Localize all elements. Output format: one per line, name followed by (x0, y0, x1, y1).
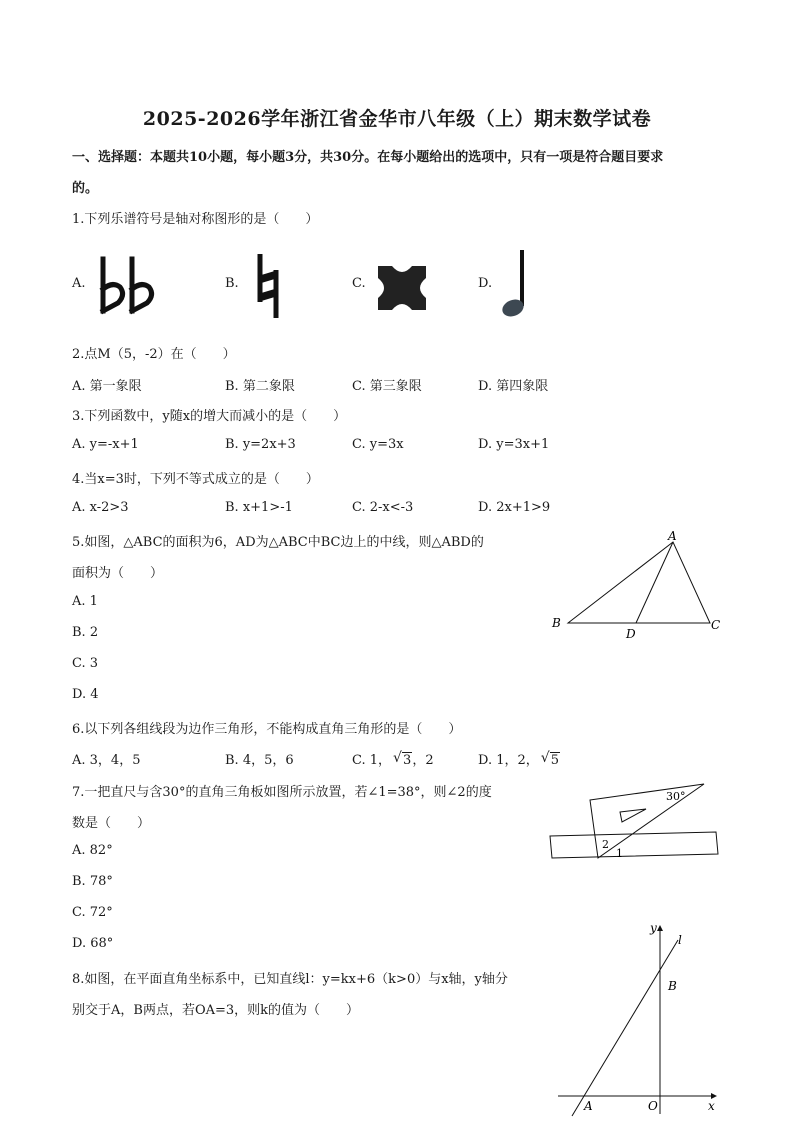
label-30-degree: 30° (666, 790, 686, 803)
double-flat-symbol-icon (96, 255, 162, 317)
q4-option-c: C. 2-x<-3 (352, 500, 414, 515)
q6-option-c (352, 749, 434, 768)
question-6-stem: 6.以下列各组线段为边作三角形，不能构成直角三角形的是（ ） (72, 722, 462, 737)
label-b: B (552, 616, 561, 630)
label-angle-1: 1 (616, 847, 623, 860)
q4-option-d: D. 2x+1>9 (478, 500, 551, 515)
q2-option-a: A. 第一象限 (72, 379, 142, 394)
q5-option-b: B. 2 (72, 625, 99, 640)
q6-option-d-text: D. 1，2， (478, 753, 539, 768)
ruler-triangle-figure (546, 778, 724, 864)
q3-option-a: A. y=-x+1 (72, 437, 139, 452)
page-title: 2025-2026学年浙江省金华市八年级（上）期末数学试卷 (142, 108, 652, 130)
natural-symbol-icon (254, 252, 284, 320)
triangle-abc-figure (548, 528, 728, 644)
q1-option-d-label: D. (478, 276, 493, 291)
q5-option-c: C. 3 (72, 656, 99, 671)
question-5-stem-cont: 面积为（ ） (72, 566, 164, 581)
label-l: l (678, 933, 682, 947)
q7-option-a: A. 82° (72, 843, 113, 858)
question-5-stem: 5.如图，△ABC的面积为6，AD为△ABC中BC边上的中线，则△ABD的 (72, 535, 484, 550)
question-7-stem-cont: 数是（ ） (72, 816, 151, 831)
q4-option-a: A. x-2>3 (72, 500, 129, 515)
q1-option-c-label: C. (352, 276, 366, 291)
label-d: D (626, 627, 636, 641)
label-angle-2: 2 (602, 838, 609, 851)
quarter-note-symbol-icon (498, 248, 534, 320)
q6-option-d (478, 749, 560, 768)
q6-option-b: B. 4，5，6 (225, 753, 294, 768)
question-4-stem: 4.当x=3时，下列不等式成立的是（ ） (72, 472, 319, 487)
section-heading-cont: 的。 (72, 181, 99, 196)
coordinate-plane-figure (554, 918, 730, 1118)
q6-option-a: A. 3，4，5 (72, 753, 141, 768)
q2-option-d: D. 第四象限 (478, 379, 549, 394)
sqrt3: √ 3 (393, 750, 412, 768)
question-3-stem: 3.下列函数中，y随x的增大而减小的是（ ） (72, 409, 347, 424)
question-7-stem: 7.一把直尺与含30°的直角三角板如图所示放置，若∠1=38°，则∠2的度 (72, 785, 492, 800)
q3-option-c: C. y=3x (352, 437, 404, 452)
question-8-stem-cont: 别交于A，B两点，若OA=3，则k的值为（ ） (72, 1003, 360, 1018)
label-x: x (708, 1099, 715, 1113)
q5-option-a: A. 1 (72, 594, 98, 609)
question-2-stem: 2.点M（5，-2）在（ ） (72, 347, 236, 362)
section-heading: 一、选择题：本题共10小题，每小题3分，共30分。在每小题给出的选项中，只有一项是符合题目要求 (72, 150, 664, 165)
label-c: C (711, 618, 721, 632)
q1-option-b-label: B. (225, 276, 239, 291)
q3-option-d: D. y=3x+1 (478, 437, 550, 452)
sqrt5: √ 5 (540, 750, 560, 768)
line-l (572, 940, 678, 1116)
q3-option-b: B. y=2x+3 (225, 437, 296, 452)
q7-option-b: B. 78° (72, 874, 113, 889)
q7-option-c: C. 72° (72, 905, 113, 920)
label-b-point: B (668, 979, 677, 993)
q2-option-c: C. 第三象限 (352, 379, 422, 394)
q6-option-c-tail: ，2 (412, 753, 434, 768)
q6-option-c-text: C. 1， (352, 753, 392, 768)
q4-option-b: B. x+1>-1 (225, 500, 293, 515)
question-8-stem: 8.如图，在平面直角坐标系中，已知直线l：y=kx+6（k>0）与x轴，y轴分 (72, 972, 508, 987)
label-a: A (668, 529, 677, 543)
q5-option-d: D. 4 (72, 687, 99, 702)
q1-option-a-label: A. (72, 276, 86, 291)
q7-option-d: D. 68° (72, 936, 114, 951)
label-a-point: A (584, 1099, 593, 1113)
question-1-stem: 1.下列乐谱符号是轴对称图形的是（ ） (72, 212, 319, 227)
fermata-cross-symbol-icon (378, 266, 426, 310)
q2-option-b: B. 第二象限 (225, 379, 295, 394)
label-y: y (650, 921, 657, 935)
label-origin: O (648, 1099, 658, 1113)
